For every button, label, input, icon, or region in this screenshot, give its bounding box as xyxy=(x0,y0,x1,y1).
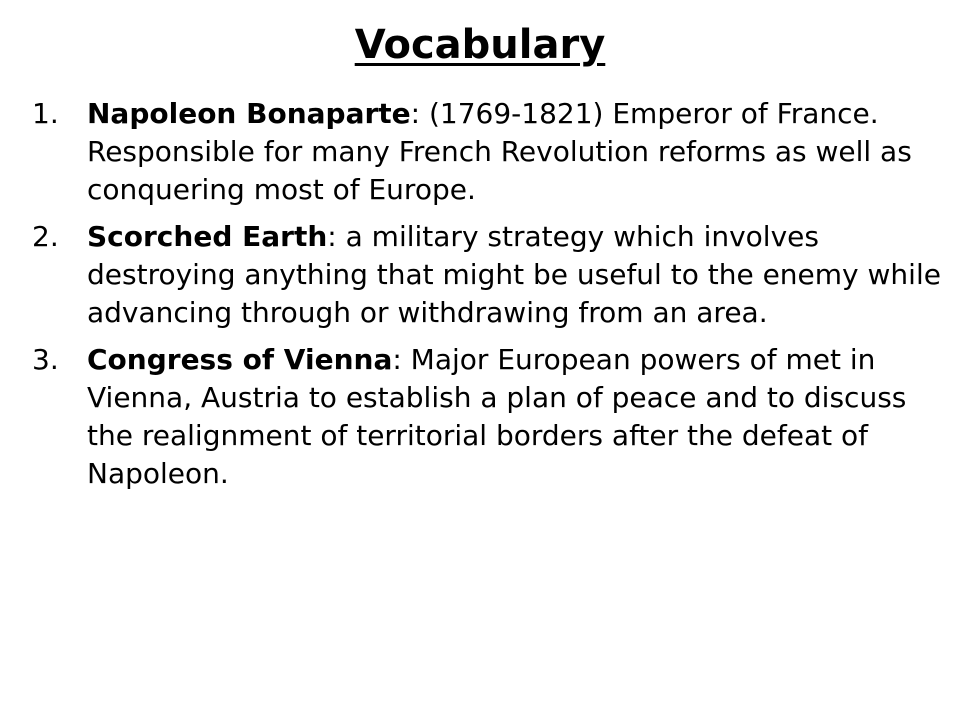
item-number: 3. xyxy=(32,343,59,376)
term-separator: : xyxy=(392,343,402,376)
term-separator: : xyxy=(410,97,421,130)
vocabulary-term: Congress of Vienna xyxy=(87,343,393,376)
vocabulary-term: Scorched Earth xyxy=(87,220,328,253)
vocabulary-term: Napoleon Bonaparte xyxy=(87,97,411,130)
vocabulary-definition: (1769-1821) Emperor of France. Responsible for many French Revolution reforms as well as conquering most of Europe. xyxy=(87,97,912,206)
slide-title: Vocabulary xyxy=(354,22,606,68)
vocabulary-definition: a military strategy which involves destroying anything that might be useful to the enemy while advancing through or withdrawing from an area. xyxy=(87,220,941,329)
vocabulary-definition: Major European powers of met in Vienna, Austria to establish a plan of peace and to discuss the realignment of territorial borders after the defeat of Napoleon. xyxy=(87,343,907,490)
item-number: 2. xyxy=(32,220,59,253)
vocabulary-list xyxy=(32,95,942,502)
vocabulary-item xyxy=(32,95,942,209)
vocabulary-item xyxy=(32,341,942,493)
vocabulary-item xyxy=(32,218,942,332)
term-separator: : xyxy=(327,220,337,253)
item-number: 1. xyxy=(32,97,59,130)
